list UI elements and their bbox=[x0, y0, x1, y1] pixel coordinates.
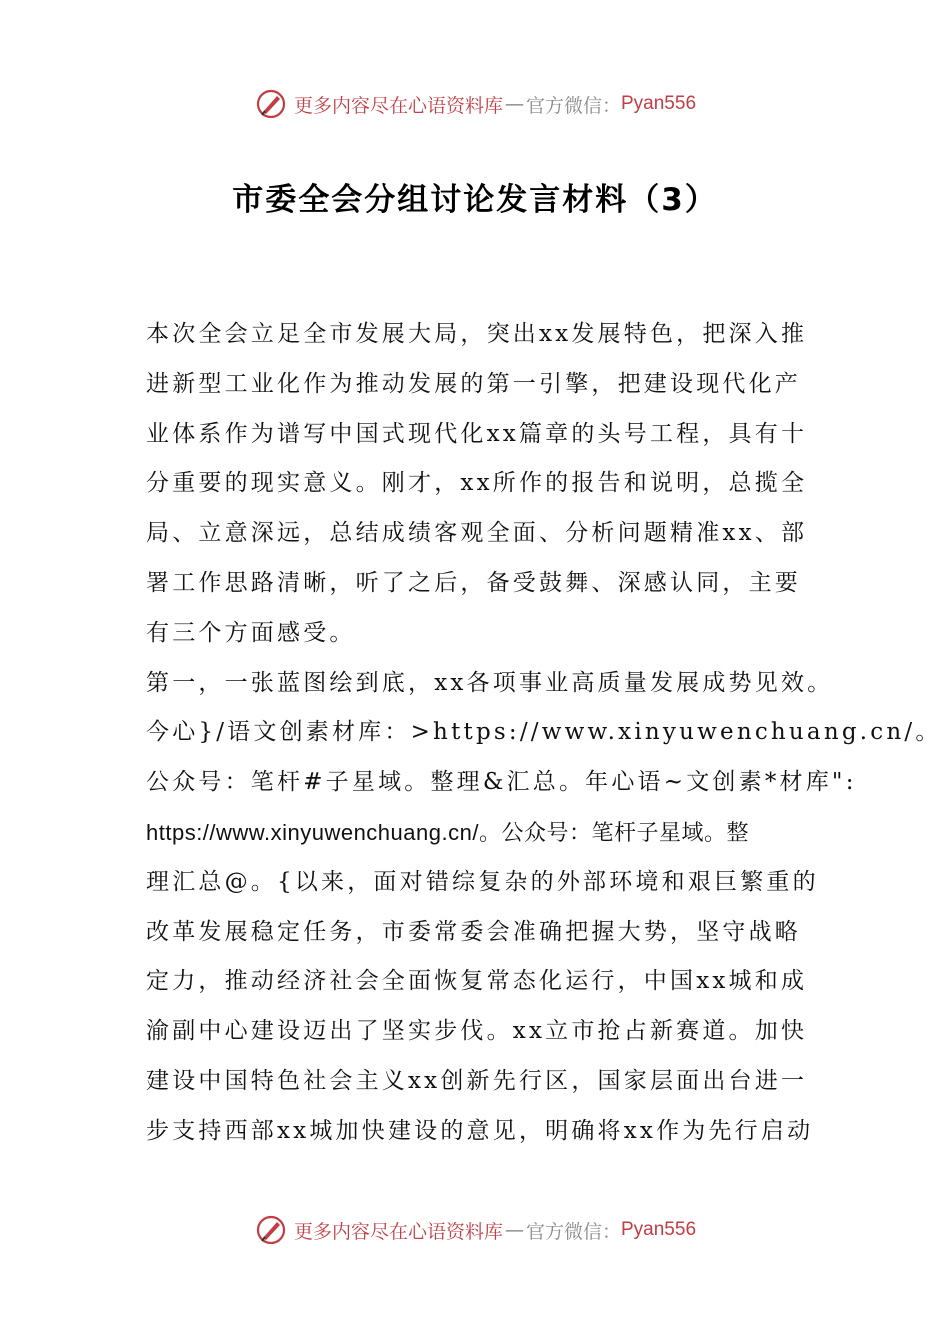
body-line: 第一，一张蓝图绘到底，xx各项事业高质量发展成势见效。 bbox=[146, 669, 834, 696]
body-line: 局、立意深远，总结成绩客观全面、分析问题精准xx、部 bbox=[146, 520, 808, 547]
banner-dash: — bbox=[504, 93, 524, 115]
body-line: 改革发展稳定任务，市委常委会准确把握大势，坚守战略 bbox=[146, 918, 801, 945]
body-line: 本次全会立足全市发展大局，突出xx发展特色，把深入推 bbox=[146, 321, 808, 347]
body-line: 步支持西部xx城加快建设的意见，明确将xx作为先行启动 bbox=[146, 1117, 814, 1144]
body-line: 今心}/语文创素材库：>https://www.xinyuwenchuang.cn/。 bbox=[146, 719, 942, 746]
document-title: 市委全会分组讨论发言材料（3） bbox=[232, 182, 718, 218]
footer-banner bbox=[0, 1210, 950, 1250]
body-line: 分重要的现实意义。刚才，xx所作的报告和说明，总揽全 bbox=[146, 470, 808, 497]
body-line: 进新型工业化作为推动发展的第一引擎，把建设现代化产 bbox=[146, 370, 801, 397]
body-line: 渝副中心建设迈出了坚实步伐。xx立市抢占新赛道。加快 bbox=[146, 1018, 808, 1045]
body-line: 定力，推动经济社会全面恢复常态化运行，中国xx城和成 bbox=[146, 968, 808, 995]
body-line: 公众号：笔杆#子星域。整理&汇总。年心语~文创素*材库": bbox=[146, 769, 857, 796]
header-banner bbox=[0, 84, 950, 124]
document-body bbox=[146, 310, 942, 1157]
banner-red-text: 更多内容尽在心语资料库 bbox=[293, 1220, 503, 1243]
banner-wechat-label: 官方微信： bbox=[525, 94, 621, 117]
banner-wechat-id: Pyan556 bbox=[621, 1219, 697, 1240]
body-line: 署工作思路清晰，听了之后，备受鼓舞、深感认同，主要 bbox=[146, 569, 801, 596]
quill-pen-logo-icon bbox=[254, 1213, 288, 1247]
body-line: 有三个方面感受。 bbox=[146, 619, 356, 646]
body-line: 理汇总@。{以来，面对错综复杂的外部环境和艰巨繁重的 bbox=[146, 868, 819, 895]
body-line: https://www.xinyuwenchuang.cn/。公众号：笔杆子星域。整 bbox=[146, 819, 749, 845]
banner-dash: — bbox=[504, 1219, 524, 1241]
banner-wechat-id: Pyan556 bbox=[621, 93, 697, 114]
banner-red-text: 更多内容尽在心语资料库 bbox=[293, 94, 503, 117]
body-line: 业体系作为谱写中国式现代化xx篇章的头号工程，具有十 bbox=[146, 420, 808, 447]
banner-wechat-label: 官方微信： bbox=[525, 1220, 621, 1243]
quill-pen-logo-icon bbox=[254, 87, 288, 121]
body-line: 建设中国特色社会主义xx创新先行区，国家层面出台进一 bbox=[146, 1067, 808, 1094]
